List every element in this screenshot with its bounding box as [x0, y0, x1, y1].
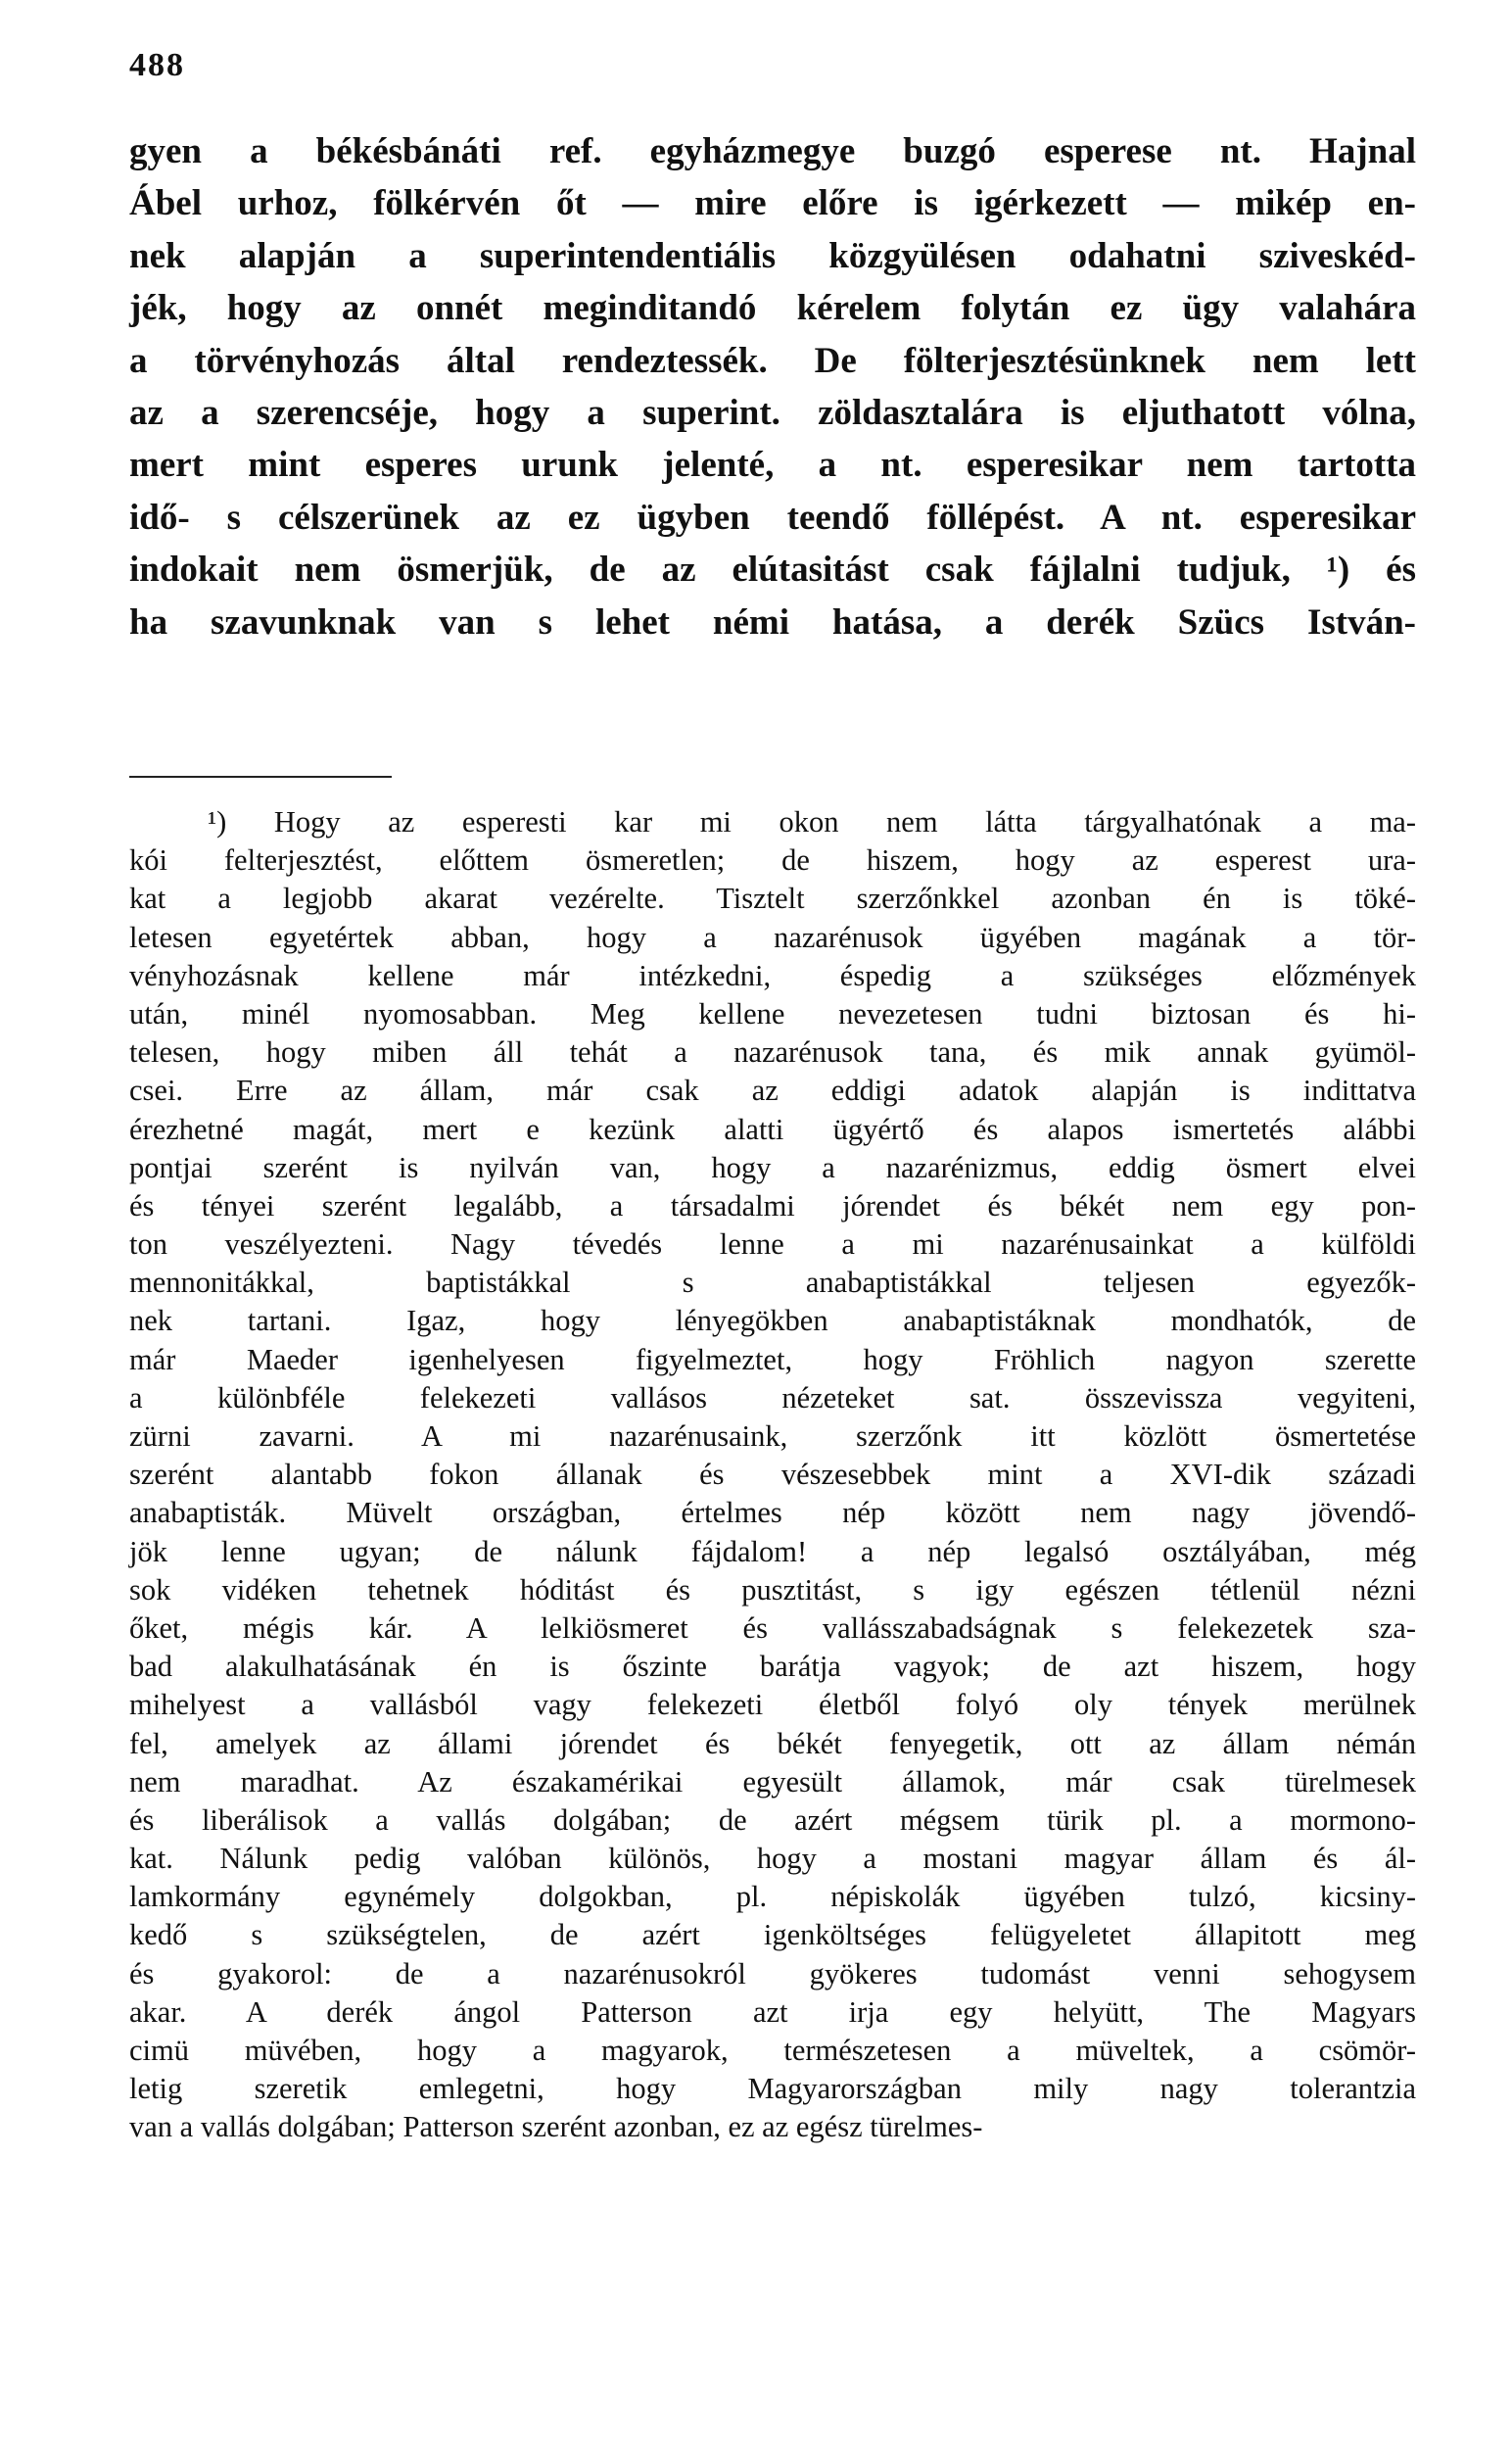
footnote-separator-rule — [129, 776, 392, 778]
footnote-line: ¹) Hogy az esperesti kar mi okon nem látta tárgyalhatónak a ma- — [208, 805, 1416, 839]
footnote-line: őket, mégis kár. A lelkiösmeret és vallásszabadságnak s felekezetek sza- — [129, 1610, 1416, 1645]
footnote-line: cimü müvében, hogy a magyarok, természetesen a müveltek, a csömör- — [129, 2034, 1416, 2067]
main-text-line: idő- s célszerünek az ez ügyben teendő föllépést. A nt. esperesikar — [129, 497, 1416, 538]
footnote-line: sok vidéken tehetnek hóditást és pusztitást, s igy egészen tétlenül nézni — [129, 1572, 1416, 1607]
main-text-line: gyen a békésbánáti ref. egyházmegye buzgó esperese nt. Hajnal — [129, 131, 1416, 171]
footnote-line: ton veszélyezteni. Nagy tévedés lenne a mi nazarénusainkat a külföldi — [129, 1227, 1416, 1262]
footnote-line: telesen, hogy miben áll tehát a nazarénusok tana, és mik annak gyümöl- — [129, 1035, 1416, 1070]
footnote-line: akar. A derék ángol Patterson azt irja egy helyütt, The Magyars — [129, 1994, 1416, 2029]
footnote-line: nek tartani. Igaz, hogy lényegökben anabaptistáknak mondhatók, de — [129, 1304, 1416, 1338]
main-text-line: a törvényhozás által rendeztessék. De fölterjesztésünknek nem lett — [129, 340, 1416, 381]
footnote-line: bad alakulhatásának én is őszinte barátja vagyok; de azt hiszem, hogy — [129, 1650, 1416, 1684]
footnote-line: lamkormány egynémely dolgokban, pl. népiskolák ügyében tulzó, kicsiny- — [129, 1880, 1416, 1914]
footnote-line: kói felterjesztést, előttem ösmeretlen; de hiszem, hogy az esperest ura- — [129, 843, 1416, 878]
main-text-line: indokait nem ösmerjük, de az elútasitást csak fájlalni tudjuk, ¹) és — [129, 550, 1416, 591]
footnote-line: és tényei szerént legalább, a társadalmi jórendet és békét nem egy pon- — [129, 1188, 1416, 1223]
footnote-line: vényhozásnak kellene már intézkedni, éspedig a szükséges előzmények — [129, 958, 1416, 992]
footnote-line: mihelyest a vallásból vagy felekezeti életből folyó oly tények merülnek — [129, 1688, 1416, 1722]
footnote-line: nem maradhat. Az északamérikai egyesült államok, már csak türelmesek — [129, 1764, 1416, 1799]
book-page — [129, 0, 1416, 2446]
footnote-line: letesen egyetértek abban, hogy a nazarénusok ügyében magának a tör- — [129, 920, 1416, 954]
main-text-line: nek alapján a superintendentiális közgyülésen odahatni sziveskéd- — [129, 235, 1416, 276]
footnote-line: letig szeretik emlegetni, hogy Magyarországban mily nagy tolerantzia — [129, 2072, 1416, 2106]
footnote-line: mennonitákkal, baptistákkal s anabaptistákkal teljesen egyezők- — [129, 1266, 1416, 1300]
footnote-line: anabaptisták. Müvelt országban, értelmes nép között nem nagy jövendő- — [129, 1496, 1416, 1530]
main-text-block — [129, 125, 1416, 648]
main-text-line: Ábel urhoz, fölkérvén őt — mire előre is igérkezett — mikép en- — [129, 183, 1416, 224]
footnote-line: után, minél nyomosabban. Meg kellene nevezetesen tudni biztosan és hi- — [129, 996, 1416, 1031]
main-text-line: ha szavunknak van s lehet némi hatása, a derék Szücs István- — [129, 601, 1416, 643]
footnote-line: van a vallás dolgában; Patterson szerént azonban, ez az egész türelmes- — [129, 2110, 983, 2144]
footnote-line: jök lenne ugyan; de nálunk fájdalom! a nép legalsó osztályában, még — [129, 1534, 1416, 1568]
footnote-line: kat. Nálunk pedig valóban különös, hogy a mostani magyar állam és ál- — [129, 1842, 1416, 1876]
footnote-line: és liberálisok a vallás dolgában; de azért mégsem türik pl. a mormono- — [129, 1802, 1416, 1837]
main-text-line: az a szerencséje, hogy a superint. zöldasztalára is eljuthatott vólna, — [129, 392, 1416, 433]
footnote-line: és gyakorol: de a nazarénusokról gyökeres tudomást venni sehogysem — [129, 1956, 1416, 1990]
footnote-line: érezhetné magát, mert e kezünk alatti ügyértő és alapos ismertetés alábbi — [129, 1112, 1416, 1146]
footnote-line: a különbféle felekezeti vallásos nézeteket sat. összevissza vegyiteni, — [129, 1380, 1416, 1415]
main-text-line: jék, hogy az onnét meginditandó kérelem folytán ez ügy valahára — [129, 288, 1416, 329]
footnote-line: fel, amelyek az állami jórendet és békét fenyegetik, ott az állam némán — [129, 1726, 1416, 1760]
footnote-line: csei. Erre az állam, már csak az eddigi adatok alapján is indittatva — [129, 1074, 1416, 1108]
page-number: 488 — [129, 47, 185, 83]
footnote-line: kat a legjobb akarat vezérelte. Tisztelt szerzőnkkel azonban én is töké- — [129, 882, 1416, 916]
main-text-line: mert mint esperes urunk jelenté, a nt. esperesikar nem tartotta — [129, 445, 1416, 486]
footnote-line: szerént alantabb fokon állanak és vészesebbek mint a XVI-dik századi — [129, 1458, 1416, 1492]
footnote-line: kedő s szükségtelen, de azért igenköltséges felügyeletet állapitott meg — [129, 1918, 1416, 1952]
footnote-line: zürni zavarni. A mi nazarénusaink, szerzőnk itt közlött ösmertetése — [129, 1419, 1416, 1453]
footnote-line: már Maeder igenhelyesen figyelmeztet, hogy Fröhlich nagyon szerette — [129, 1342, 1416, 1376]
footnote-block — [129, 803, 1416, 2147]
footnote-line: pontjai szerént is nyilván van, hogy a nazarénizmus, eddig ösmert elvei — [129, 1150, 1416, 1184]
